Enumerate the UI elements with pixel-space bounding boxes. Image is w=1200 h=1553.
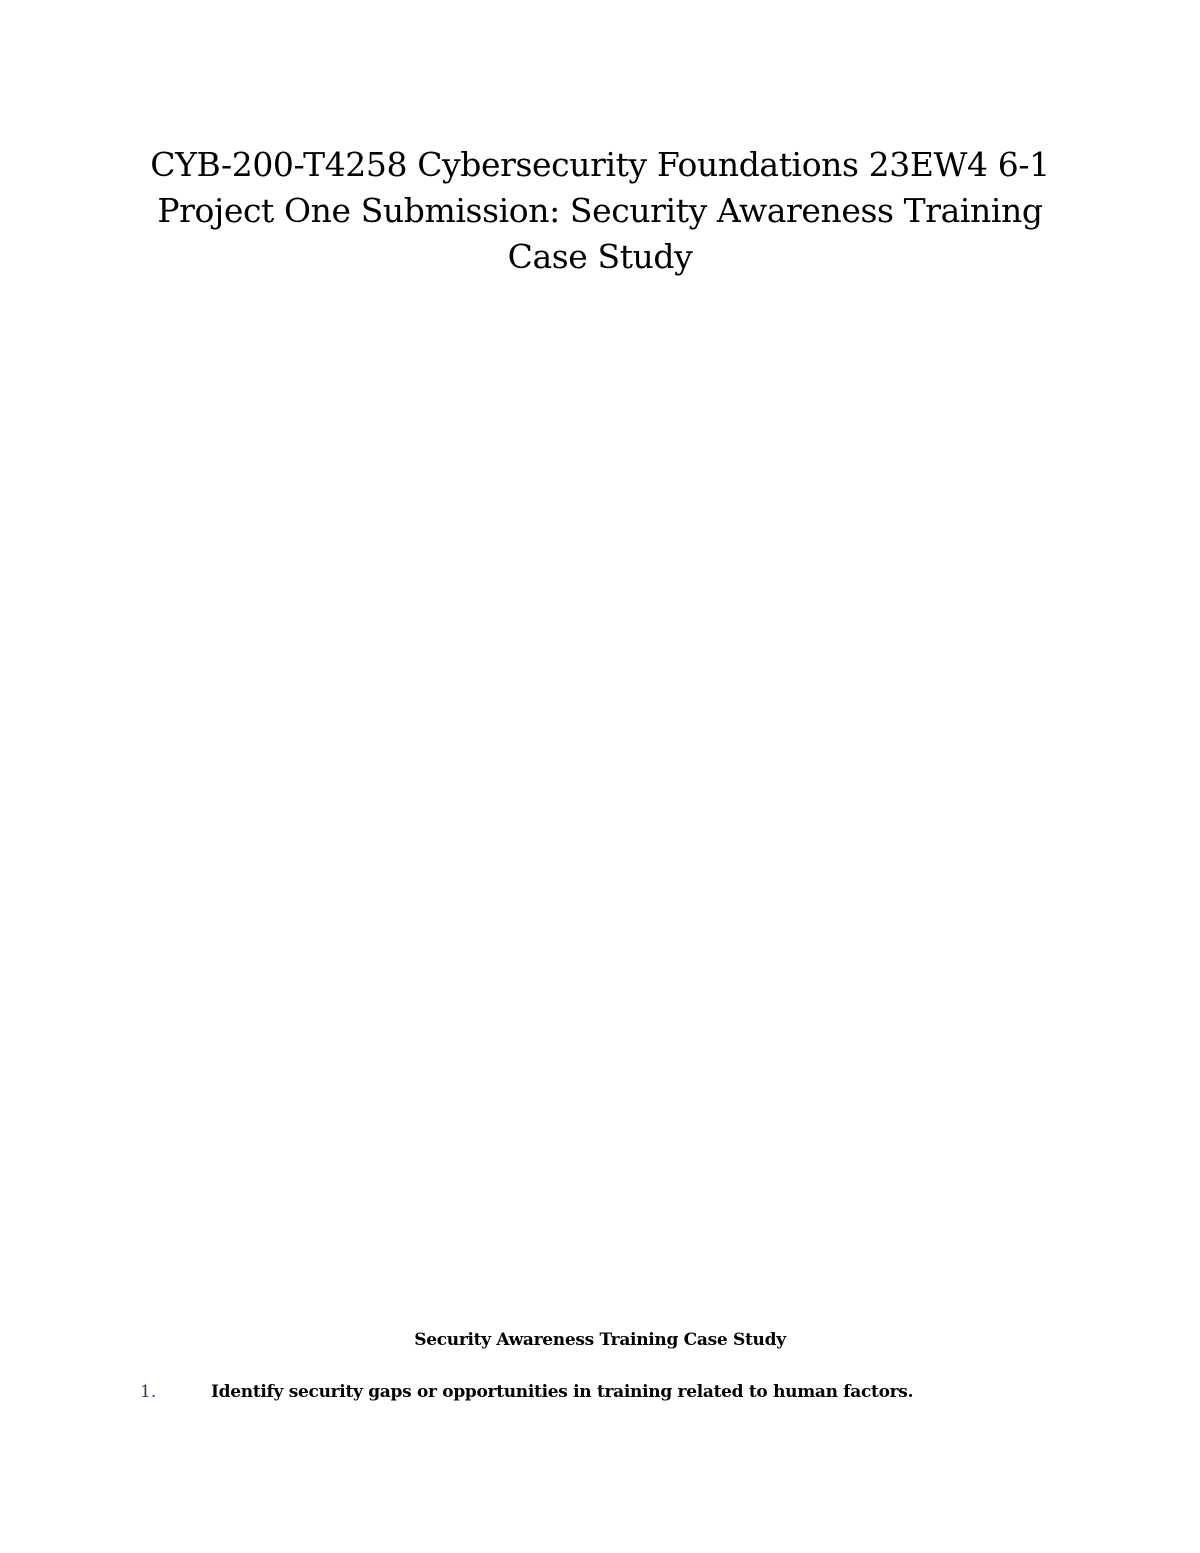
question-text: Identify security gaps or opportunities in training related to human factors. xyxy=(211,1382,914,1402)
title-line: CYB-200-T4258 Cybersecurity Foundations 23EW4 6-1 xyxy=(150,145,1050,184)
section-heading: Security Awareness Training Case Study xyxy=(414,1330,786,1350)
document-title xyxy=(120,142,1080,280)
question-list-item xyxy=(140,1378,1080,1406)
title-line: Case Study xyxy=(507,237,693,276)
title-line: Project One Submission: Security Awareness Training xyxy=(157,191,1043,230)
question-number: 1. xyxy=(140,1382,157,1402)
